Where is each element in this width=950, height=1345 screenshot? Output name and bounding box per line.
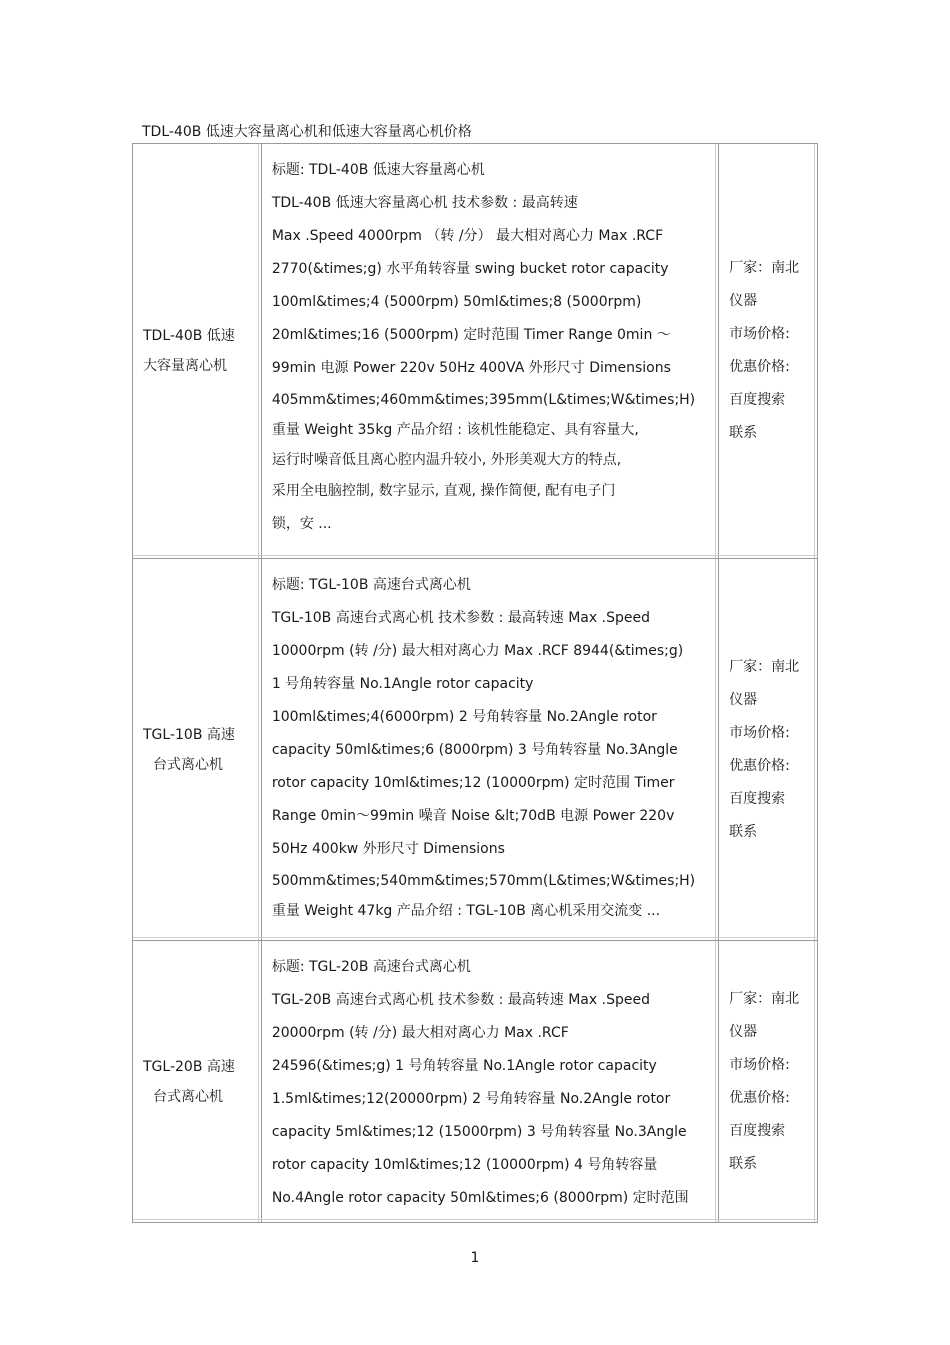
- model-name-line: TGL-20B 高速: [143, 1058, 235, 1075]
- description-line: capacity 50ml&times;6 (8000rpm) 3 号角转容量 No.3Angle: [271, 742, 678, 758]
- discount-price-label: 优惠价格:: [729, 757, 790, 774]
- description-line: TGL-10B 高速台式离心机 技术参数 : 最高转速 Max .Speed: [271, 610, 650, 626]
- model-name-cell: [133, 559, 262, 940]
- description-line: 重量 Weight 47kg 产品介绍 : TGL-10B 离心机采用交流变 ...: [271, 903, 661, 919]
- description-line: 采用全电脑控制, 数字显示, 直观, 操作简便, 配有电子门: [271, 483, 616, 499]
- market-price-label: 市场价格:: [729, 1056, 790, 1073]
- product-table: [132, 143, 818, 1223]
- description-line: 50Hz 400kw 外形尺寸 Dimensions: [271, 841, 505, 857]
- table-row: [133, 144, 818, 559]
- description-line: 100ml&times;4(6000rpm) 2 号角转容量 No.2Angle rotor: [271, 709, 657, 725]
- contact-link[interactable]: 联系: [729, 425, 758, 441]
- model-name-cell: [133, 144, 262, 558]
- market-price-label: 市场价格:: [729, 724, 790, 741]
- description-line: 99min 电源 Power 220v 50Hz 400VA 外形尺寸 Dimensions: [271, 360, 671, 376]
- document-title: TDL-40B 低速大容量离心机和低速大容量离心机价格: [142, 124, 472, 140]
- description-line: 500mm&times;540mm&times;570mm(L&times;W&times;H): [271, 873, 696, 889]
- baidu-search-link[interactable]: 百度搜索: [729, 790, 786, 807]
- description-line: capacity 5ml&times;12 (15000rpm) 3 号角转容量 No.3Angle: [271, 1124, 687, 1140]
- description-cell: [262, 941, 719, 1222]
- description-line: 标题: TGL-20B 高速台式离心机: [271, 959, 471, 975]
- description-line: TDL-40B 低速大容量离心机 技术参数 : 最高转速: [271, 195, 578, 211]
- model-name-cell: [133, 941, 262, 1222]
- vendor-cell: [719, 941, 818, 1222]
- description-line: 24596(&times;g) 1 号角转容量 No.1Angle rotor capacity: [271, 1058, 657, 1074]
- vendor-line: 仪器: [729, 293, 758, 309]
- description-line: rotor capacity 10ml&times;12 (10000rpm) 定时范围 Timer: [271, 775, 675, 791]
- discount-price-label: 优惠价格:: [729, 1089, 790, 1106]
- description-line: Range 0min～99min 噪音 Noise &lt;70dB 电源 Power 220v: [271, 808, 675, 824]
- description-cell: [262, 144, 719, 558]
- vendor-line: 仪器: [729, 691, 758, 708]
- vendor-line: 仪器: [729, 1023, 758, 1040]
- description-line: No.4Angle rotor capacity 50ml&times;6 (8000rpm) 定时范围: [271, 1190, 689, 1206]
- description-line: Max .Speed 4000rpm （转 /分） 最大相对离心力 Max .RCF: [271, 228, 664, 244]
- contact-link[interactable]: 联系: [729, 823, 758, 840]
- description-line: 运行时噪音低且离心腔内温升较小, 外形美观大方的特点,: [271, 452, 622, 468]
- description-line: TGL-20B 高速台式离心机 技术参数 : 最高转速 Max .Speed: [271, 992, 650, 1008]
- vendor-line: 厂家：南北: [729, 658, 800, 675]
- description-cell: [262, 559, 719, 940]
- description-line: 20000rpm (转 /分) 最大相对离心力 Max .RCF: [271, 1025, 569, 1041]
- vendor-line: 厂家：南北: [729, 260, 800, 276]
- table-row: [133, 559, 818, 941]
- description-line: 标题: TDL-40B 低速大容量离心机: [271, 162, 485, 178]
- page-number: 1: [470, 1250, 480, 1266]
- model-name-line: 台式离心机: [153, 1088, 223, 1105]
- description-line: 1 号角转容量 No.1Angle rotor capacity: [271, 676, 534, 692]
- baidu-search-link[interactable]: 百度搜索: [729, 1122, 786, 1139]
- description-line: 重量 Weight 35kg 产品介绍 : 该机性能稳定、具有容量大,: [271, 422, 639, 438]
- description-line: 405mm&times;460mm&times;395mm(L&times;W&times;H): [271, 392, 696, 408]
- model-name-line: TGL-10B 高速: [143, 726, 235, 743]
- market-price-label: 市场价格:: [729, 326, 790, 342]
- contact-link[interactable]: 联系: [729, 1155, 758, 1172]
- description-line: 20ml&times;16 (5000rpm) 定时范围 Timer Range 0min ～: [271, 327, 671, 343]
- model-name-line: TDL-40B 低速: [143, 328, 235, 344]
- model-name-line: 台式离心机: [153, 756, 223, 773]
- description-line: 标题: TGL-10B 高速台式离心机: [271, 577, 471, 593]
- vendor-cell: [719, 559, 818, 940]
- description-line: 2770(&times;g) 水平角转容量 swing bucket rotor capacity: [271, 261, 669, 277]
- baidu-search-link[interactable]: 百度搜索: [729, 392, 786, 408]
- vendor-cell: [719, 144, 818, 558]
- vendor-line: 厂家：南北: [729, 990, 800, 1007]
- description-line: 10000rpm (转 /分) 最大相对离心力 Max .RCF 8944(&times;g): [271, 643, 684, 659]
- discount-price-label: 优惠价格:: [729, 359, 790, 375]
- description-line: 锁，安 ...: [271, 516, 332, 532]
- model-name-line: 大容量离心机: [143, 358, 227, 374]
- description-line: rotor capacity 10ml&times;12 (10000rpm) 4 号角转容量: [271, 1157, 658, 1173]
- description-line: 100ml&times;4 (5000rpm) 50ml&times;8 (5000rpm): [271, 294, 642, 310]
- description-line: 1.5ml&times;12(20000rpm) 2 号角转容量 No.2Angle rotor: [271, 1091, 671, 1107]
- table-row: [133, 941, 818, 1223]
